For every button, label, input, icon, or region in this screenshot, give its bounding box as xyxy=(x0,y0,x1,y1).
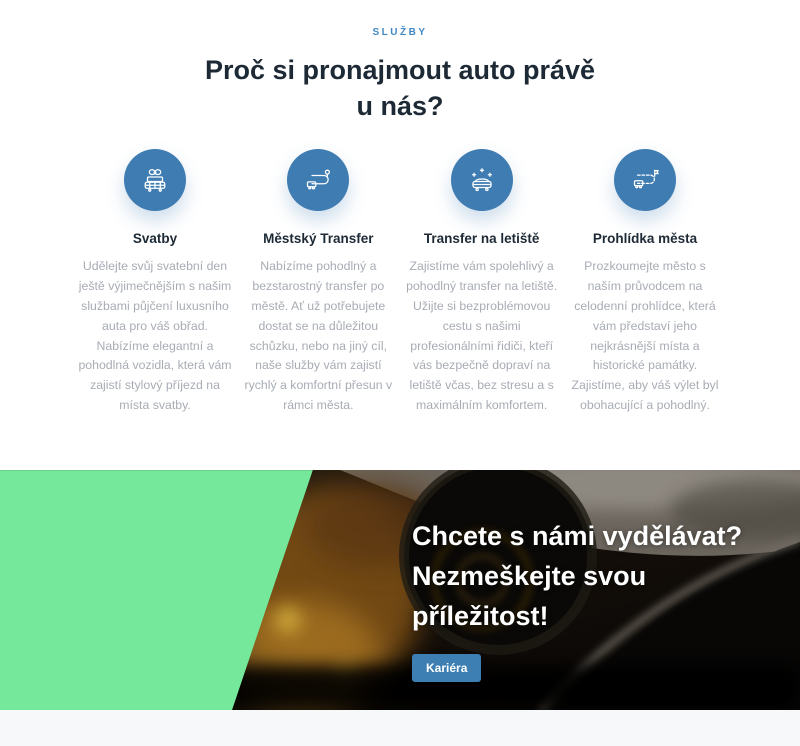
career-banner xyxy=(0,470,800,710)
service-description: Prozkoumejte město s naším průvodcem na celodenní prohlídce, která vám představí jeho nejkrásnější místa a historické památky. Zajistíme, aby váš výlet byl obohacující a pohodlný. xyxy=(571,258,719,413)
section-label: SLUŽBY xyxy=(372,27,428,38)
career-button[interactable]: Kariéra xyxy=(412,654,481,682)
city-route-icon xyxy=(300,162,336,198)
service-icon-circle xyxy=(451,149,513,211)
page-title-line1: Proč si pronajmout auto právě xyxy=(204,55,596,85)
service-card-mestsky-transfer xyxy=(239,149,397,416)
service-icon-circle xyxy=(614,149,676,211)
service-description: Nabízíme pohodlný a bezstarostný transfer po městě. Ať už potřebujete dostat se na důležitou schůzku, nebo na jiný cíl, naše služby vám zajistí rychlý a komfortní přesun v rámci města. xyxy=(244,258,393,413)
wedding-car-icon xyxy=(137,162,173,198)
page-title xyxy=(160,52,640,125)
banner-heading-line2: Nezmeškejte svou xyxy=(412,561,647,592)
services-columns xyxy=(76,149,724,416)
airport-car-icon xyxy=(464,162,500,198)
spacer xyxy=(0,416,800,470)
service-card-svatby xyxy=(76,149,234,416)
service-title: Městský Transfer xyxy=(263,230,374,246)
service-title: Transfer na letiště xyxy=(423,230,540,246)
service-card-prohlidka-mesta xyxy=(566,149,724,416)
service-icon-circle xyxy=(287,149,349,211)
service-title: Svatby xyxy=(132,230,178,246)
service-icon-circle xyxy=(124,149,186,211)
service-card-transfer-letiste xyxy=(403,149,561,416)
page-title-line2: u nás? xyxy=(356,91,444,122)
service-description: Zajistíme vám spolehlivý a pohodlný transfer na letiště. Užijte si bezproblémovou cestu s našimi profesionálními řidiči, kteří vás bezpečně dopraví na letiště včas, bez stresu a s maximálním komfortem. xyxy=(406,258,558,413)
banner-heading-line3: příležitost! xyxy=(412,601,549,632)
banner-heading-line1: Chcete s námi vydělávat? xyxy=(412,521,743,552)
banner-content xyxy=(412,516,742,682)
service-description: Udělejte svůj svatební den ještě výjimečnějším s našim službami půjčení luxusního auta pro váš obřad. Nabízíme elegantní a pohodlná vozidla, která vám zajistí stylový příjezd na místa svatby. xyxy=(78,258,232,413)
service-title: Prohlídka města xyxy=(592,230,698,246)
tour-route-icon xyxy=(627,162,663,198)
footer-strip xyxy=(0,710,800,746)
